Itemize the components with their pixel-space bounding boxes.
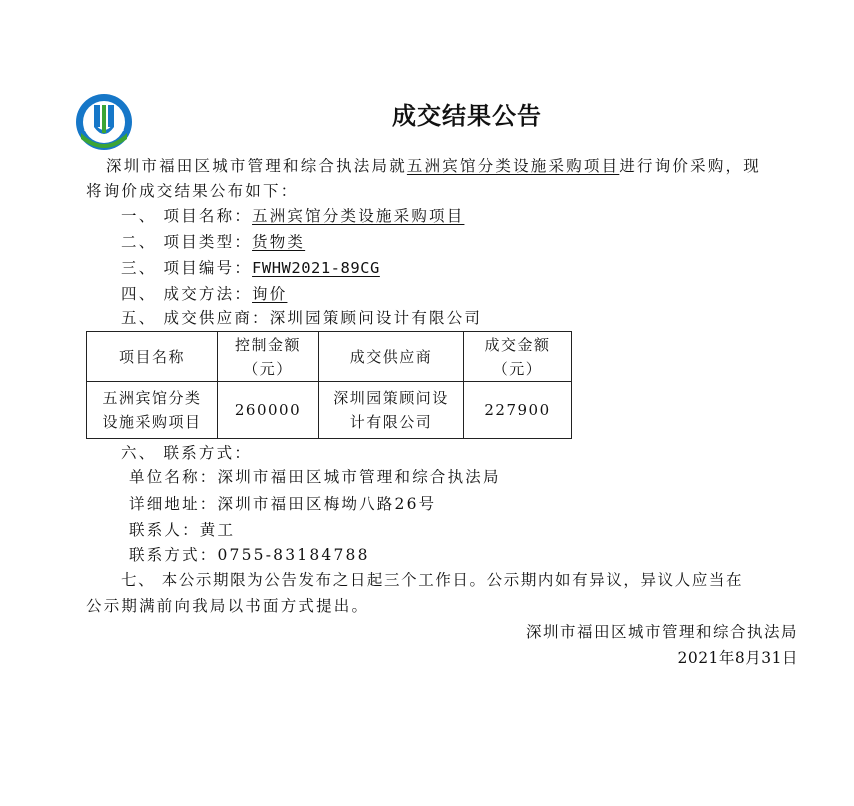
item-value: 五洲宾馆分类设施采购项目	[252, 207, 465, 225]
result-table	[86, 331, 572, 439]
page-title: 成交结果公告	[392, 102, 542, 130]
item-supplier	[121, 308, 482, 328]
item-method	[121, 284, 287, 304]
contact-address: 详细地址：深圳市福田区梅坳八路26号	[129, 495, 437, 513]
item-label: 一、 项目名称：	[121, 207, 253, 225]
item-label: 五、 成交供应商：	[121, 309, 270, 327]
intro-line-2: 将询价成交结果公布如下：	[86, 182, 299, 200]
item-value: FWHW2021-89CG	[252, 259, 380, 277]
item-project-type	[121, 232, 305, 252]
item-label: 四、 成交方法：	[121, 285, 253, 303]
table-row	[87, 382, 572, 439]
item-project-name	[121, 206, 464, 226]
table-cell: 260000	[218, 382, 319, 439]
intro-line-1	[106, 156, 761, 176]
item-label: 二、 项目类型：	[121, 233, 253, 251]
item-value: 询价	[252, 285, 288, 303]
signature-org: 深圳市福田区城市管理和综合执法局	[525, 623, 798, 641]
intro-after: 进行询价采购，现	[619, 157, 761, 175]
table-header-cell: 项目名称	[87, 332, 218, 382]
signature-date: 2021年8月31日	[677, 649, 798, 667]
intro-project-name: 五洲宾馆分类设施采购项目	[406, 157, 620, 175]
table-header-row	[87, 332, 572, 382]
item-label: 三、 项目编号：	[121, 259, 253, 277]
notice-line-1: 七、 本公示期限为公告发布之日起三个工作日。公示期内如有异议，异议人应当在	[121, 571, 744, 589]
item-value: 深圳园策顾问设计有限公司	[269, 309, 483, 327]
item-project-code	[121, 258, 380, 278]
table-header-cell: 成交供应商	[319, 332, 464, 382]
contact-unit: 单位名称：深圳市福田区城市管理和综合执法局	[129, 468, 501, 486]
table-cell: 227900	[464, 382, 572, 439]
contact-heading: 六、 联系方式：	[121, 444, 253, 462]
contact-person: 联系人：黄工	[129, 521, 236, 539]
table-header-cell: 控制金额 （元）	[218, 332, 319, 382]
contact-phone: 联系方式：0755-83184788	[129, 546, 370, 564]
table-header-cell: 成交金额 （元）	[464, 332, 572, 382]
intro-before: 深圳市福田区城市管理和综合执法局就	[106, 157, 407, 175]
table-cell: 深圳园策顾问设 计有限公司	[319, 382, 464, 439]
table-cell: 五洲宾馆分类 设施采购项目	[87, 382, 218, 439]
item-value: 货物类	[252, 233, 306, 251]
notice-line-2: 公示期满前向我局以书面方式提出。	[86, 597, 370, 615]
